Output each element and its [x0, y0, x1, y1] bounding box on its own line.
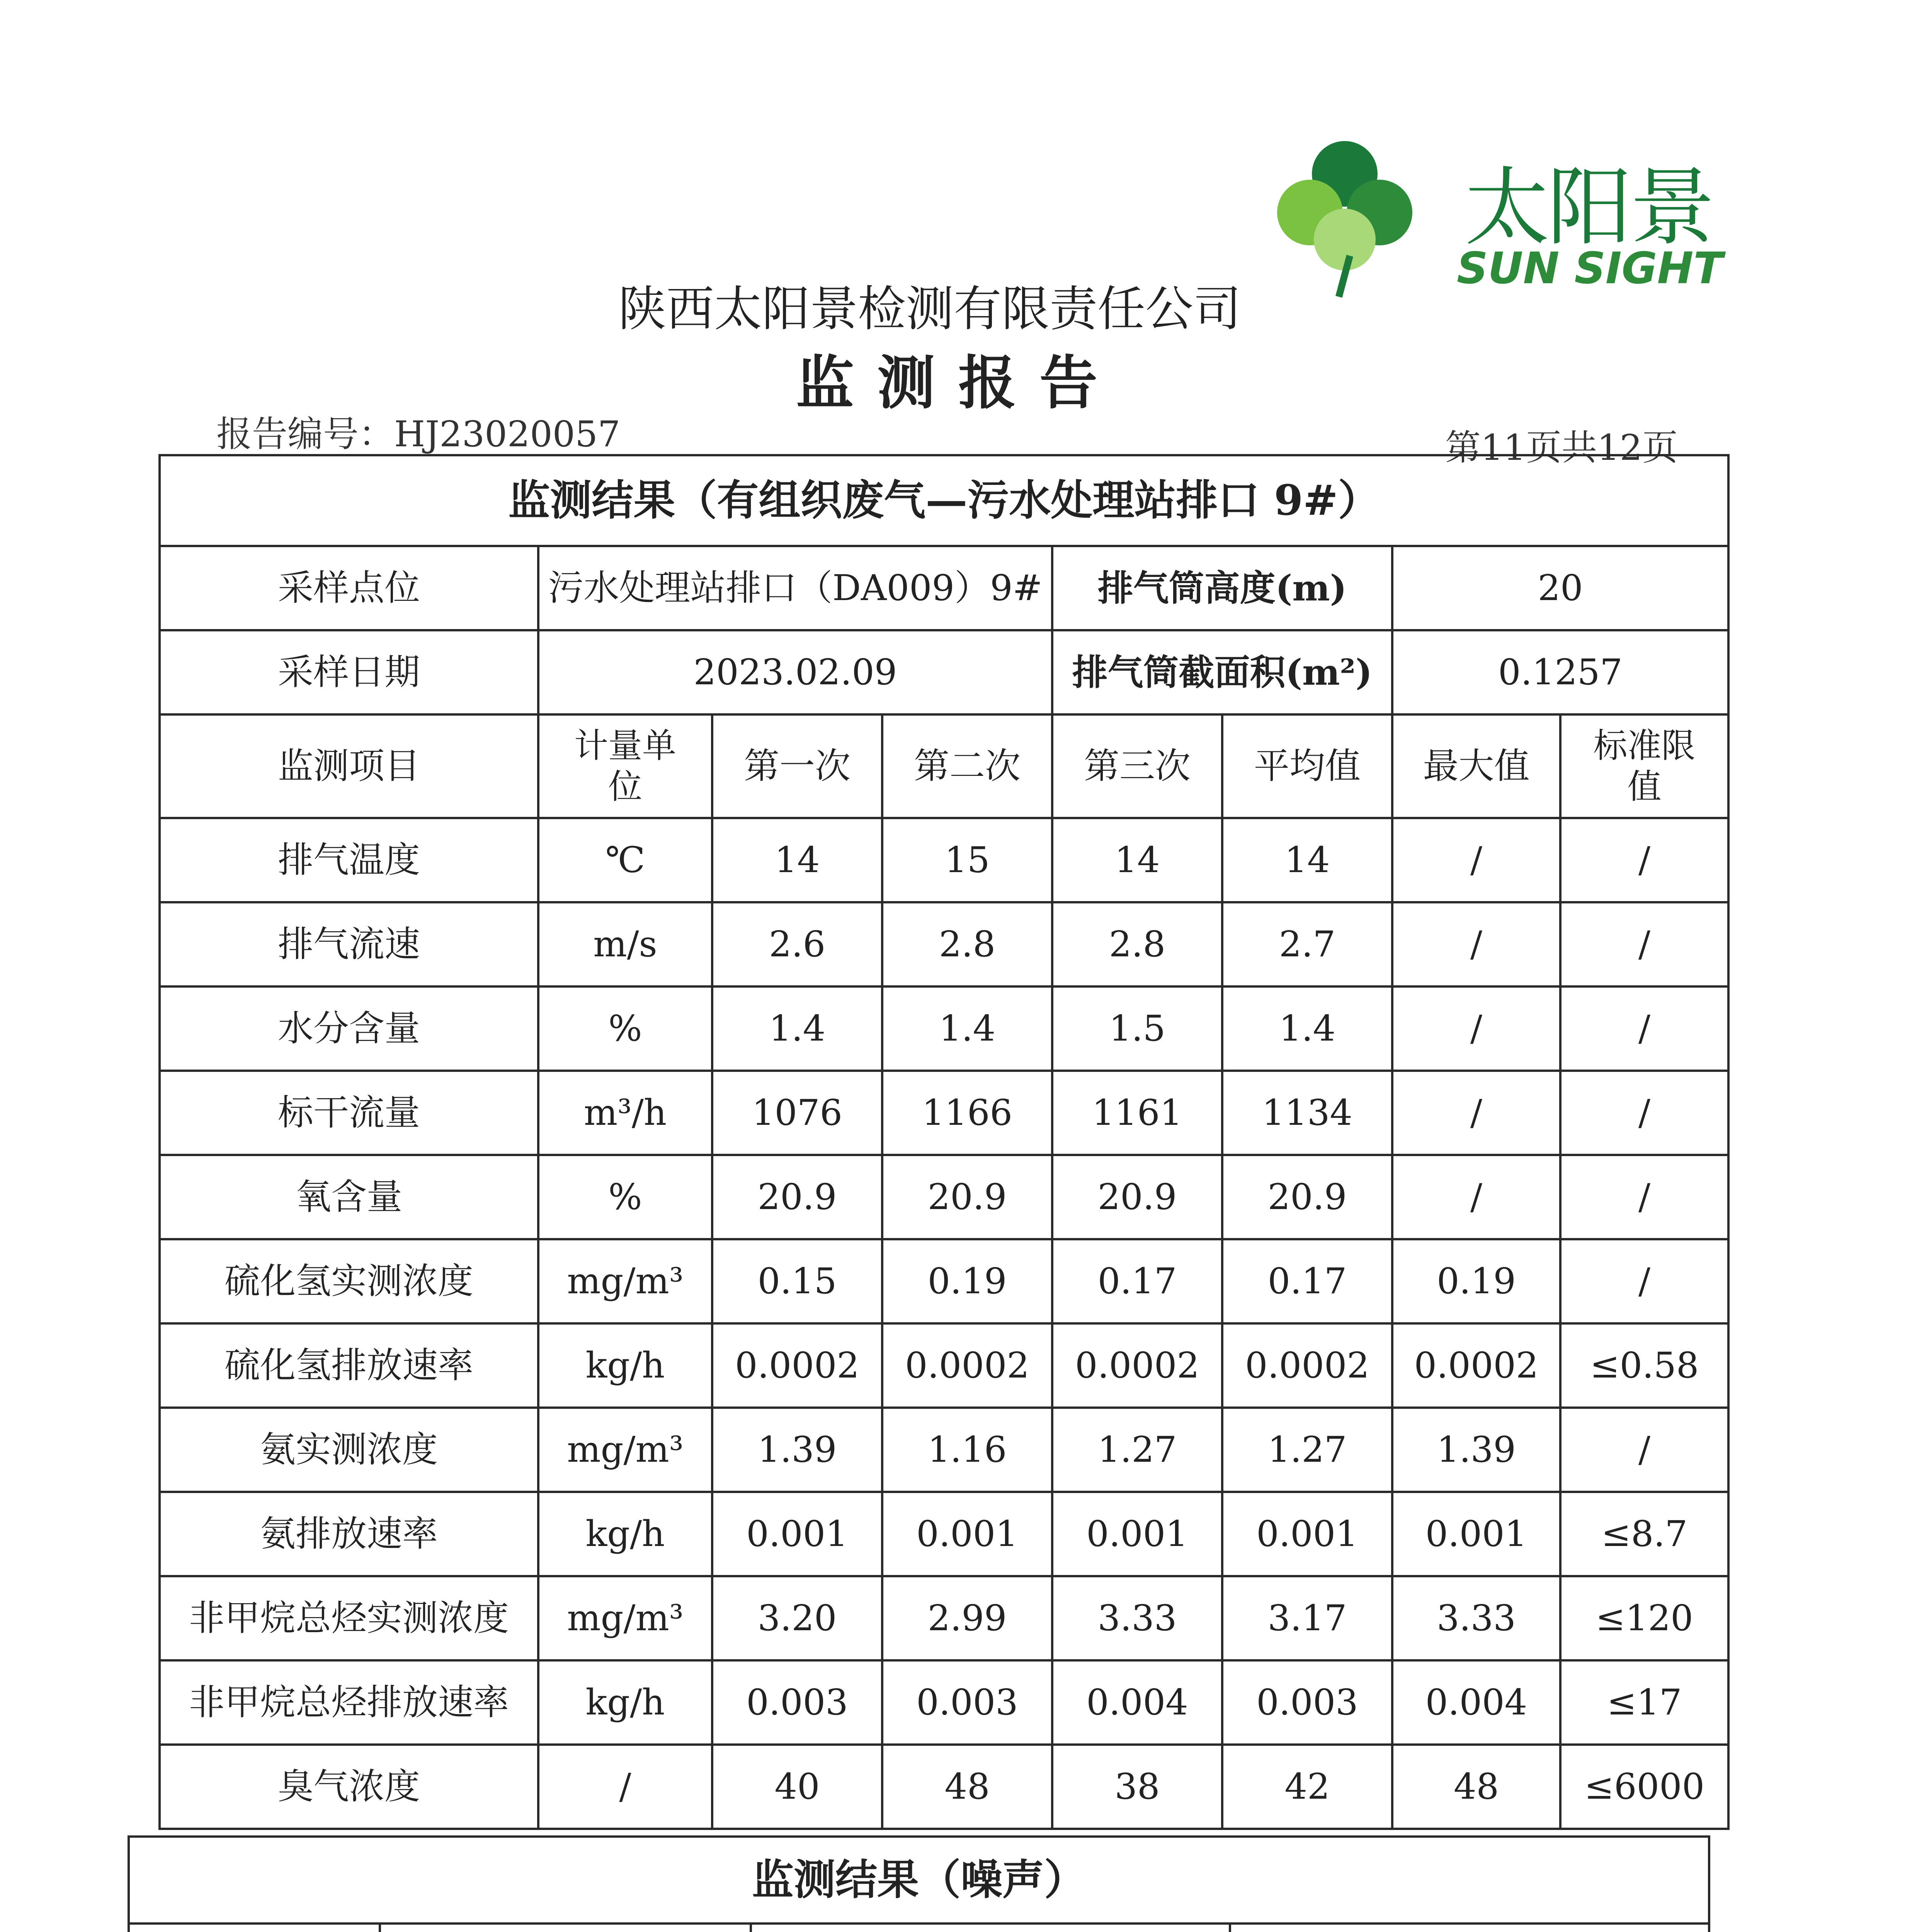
table-cell: 0.004	[1052, 1660, 1222, 1745]
table-cell: 14	[712, 818, 882, 902]
item-name: 氨排放速率	[160, 1492, 538, 1576]
table-cell: ℃	[538, 818, 712, 902]
clover-logo-icon	[1256, 139, 1449, 301]
table-cell: 0.15	[712, 1239, 882, 1323]
table-cell: 2.8	[1052, 902, 1222, 986]
table-row	[160, 986, 1728, 1071]
table-cell: 0.004	[1392, 1660, 1560, 1745]
table-cell: 1.27	[1052, 1408, 1222, 1492]
table-cell: m³/h	[538, 1071, 712, 1155]
item-name: 硫化氢排放速率	[160, 1323, 538, 1408]
table-cell: 0.003	[882, 1660, 1052, 1745]
table-row	[160, 1323, 1728, 1408]
table-cell: /	[1560, 902, 1728, 986]
table-cell: /	[1560, 986, 1728, 1071]
table-cell: ≤0.58	[1560, 1323, 1728, 1408]
table-cell: 3.33	[1392, 1576, 1560, 1660]
item-name: 氨实测浓度	[160, 1408, 538, 1492]
table-row	[160, 902, 1728, 986]
table-cell: 1076	[712, 1071, 882, 1155]
table-cell: 0.001	[712, 1492, 882, 1576]
exhaust-col-header: 计量单位	[538, 714, 712, 818]
table-cell: mg/m³	[538, 1576, 712, 1660]
table-cell: 42	[1222, 1745, 1392, 1829]
exhaust-header-row	[160, 714, 1728, 818]
table-cell: 1.4	[712, 986, 882, 1071]
table-cell: 1166	[882, 1071, 1052, 1155]
table-cell: 2.99	[882, 1576, 1052, 1660]
table-row	[160, 1660, 1728, 1745]
table-cell: /	[1560, 1155, 1728, 1239]
table-cell: 1134	[1222, 1071, 1392, 1155]
exhaust-col-header: 第三次	[1052, 714, 1222, 818]
company-name: 陕西太阳景检测有限责任公司	[618, 281, 1242, 337]
table-cell: 1.4	[882, 986, 1052, 1071]
table-cell: 1161	[1052, 1071, 1222, 1155]
table-cell: %	[538, 986, 712, 1071]
table-cell: 1.27	[1222, 1408, 1392, 1492]
table-row	[160, 1071, 1728, 1155]
site-label: 采样点位	[160, 546, 538, 630]
table-cell: 0.001	[1222, 1492, 1392, 1576]
exhaust-col-header: 第二次	[882, 714, 1052, 818]
table-row	[160, 818, 1728, 902]
noise-date-header	[129, 1923, 380, 1932]
exhaust-col-header: 标准限值	[1560, 714, 1728, 818]
table-cell: kg/h	[538, 1323, 712, 1408]
table-cell: 0.0002	[882, 1323, 1052, 1408]
logo-chinese-text: 太阳景	[1465, 158, 1713, 257]
table-cell: /	[1560, 1408, 1728, 1492]
table-cell: 0.17	[1222, 1239, 1392, 1323]
report-number: 报告编号：HJ23020057	[216, 413, 621, 455]
report-title: 监测报告	[796, 349, 1121, 417]
item-name: 非甲烷总烃实测浓度	[160, 1576, 538, 1660]
table-cell: 3.33	[1052, 1576, 1222, 1660]
table-cell: 2.6	[712, 902, 882, 986]
table-cell: 0.0002	[1052, 1323, 1222, 1408]
table-cell: %	[538, 1155, 712, 1239]
table-cell: 1.5	[1052, 986, 1222, 1071]
table-cell: 0.001	[1052, 1492, 1222, 1576]
table-cell: ≤6000	[1560, 1745, 1728, 1829]
table-row	[160, 1745, 1728, 1829]
table-cell: 20.9	[882, 1155, 1052, 1239]
item-name: 水分含量	[160, 986, 538, 1071]
seal-stamp	[1855, 1229, 1890, 1549]
table-cell: kg/h	[538, 1660, 712, 1745]
noise-table	[128, 1835, 1710, 1932]
noise-site-header	[380, 1923, 751, 1932]
table-cell: /	[1392, 902, 1560, 986]
table-cell: /	[1392, 986, 1560, 1071]
item-name: 硫化氢实测浓度	[160, 1239, 538, 1323]
table-cell: ≤8.7	[1560, 1492, 1728, 1576]
logo-english-text: SUN SIGHT	[1457, 243, 1723, 294]
noise-limit-header	[1230, 1923, 1709, 1932]
table-cell: 1.39	[712, 1408, 882, 1492]
area-label: 排气筒截面积(m²)	[1052, 630, 1392, 714]
site-value: 污水处理站排口（DA009）9#	[538, 546, 1052, 630]
table-cell: 0.0002	[1392, 1323, 1560, 1408]
table-cell: 48	[882, 1745, 1052, 1829]
section-title-noise: 监测结果（噪声）	[129, 1837, 1709, 1923]
table-cell: /	[1392, 818, 1560, 902]
item-name: 氧含量	[160, 1155, 538, 1239]
date-label: 采样日期	[160, 630, 538, 714]
date-value: 2023.02.09	[538, 630, 1052, 714]
table-cell: mg/m³	[538, 1408, 712, 1492]
table-cell: 0.001	[1392, 1492, 1560, 1576]
exhaust-col-header: 监测项目	[160, 714, 538, 818]
table-cell: 0.003	[1222, 1660, 1392, 1745]
exhaust-col-header: 最大值	[1392, 714, 1560, 818]
item-name: 标干流量	[160, 1071, 538, 1155]
table-cell: 0.19	[882, 1239, 1052, 1323]
table-cell: 15	[882, 818, 1052, 902]
table-cell: ≤17	[1560, 1660, 1728, 1745]
table-cell: 2.7	[1222, 902, 1392, 986]
stack-height-label: 排气筒高度(m)	[1052, 546, 1392, 630]
table-cell: 0.19	[1392, 1239, 1560, 1323]
table-cell: 0.0002	[712, 1323, 882, 1408]
table-cell: 38	[1052, 1745, 1222, 1829]
table-cell: 40	[712, 1745, 882, 1829]
company-logo	[1256, 139, 1758, 301]
table-cell: /	[1560, 1071, 1728, 1155]
table-cell: ≤120	[1560, 1576, 1728, 1660]
item-name: 非甲烷总烃排放速率	[160, 1660, 538, 1745]
table-cell: 1.39	[1392, 1408, 1560, 1492]
table-cell: 0.003	[712, 1660, 882, 1745]
table-cell: 1.4	[1222, 986, 1392, 1071]
area-value: 0.1257	[1392, 630, 1728, 714]
table-row	[160, 1576, 1728, 1660]
table-row	[160, 1239, 1728, 1323]
noise-result-header	[751, 1923, 1230, 1932]
table-cell: 0.0002	[1222, 1323, 1392, 1408]
table-cell: /	[1392, 1071, 1560, 1155]
exhaust-col-header: 第一次	[712, 714, 882, 818]
exhaust-col-header: 平均值	[1222, 714, 1392, 818]
table-cell: 20.9	[1222, 1155, 1392, 1239]
table-cell: 48	[1392, 1745, 1560, 1829]
table-row	[160, 1408, 1728, 1492]
item-name: 排气温度	[160, 818, 538, 902]
section-title-exhaust: 监测结果（有组织废气—污水处理站排口 9#）	[160, 455, 1728, 546]
table-cell: 0.17	[1052, 1239, 1222, 1323]
item-name: 臭气浓度	[160, 1745, 538, 1829]
table-cell: mg/m³	[538, 1239, 712, 1323]
table-cell: 14	[1052, 818, 1222, 902]
table-cell: 3.17	[1222, 1576, 1392, 1660]
table-cell: 2.8	[882, 902, 1052, 986]
table-cell: 20.9	[712, 1155, 882, 1239]
stack-height-value: 20	[1392, 546, 1728, 630]
page-number: 第11页共12页	[1445, 427, 1678, 468]
table-cell: /	[1560, 1239, 1728, 1323]
table-cell: /	[1392, 1155, 1560, 1239]
table-row	[160, 1492, 1728, 1576]
table-cell: 20.9	[1052, 1155, 1222, 1239]
exhaust-gas-table	[158, 454, 1730, 1830]
table-cell: 14	[1222, 818, 1392, 902]
table-cell: /	[538, 1745, 712, 1829]
table-row	[160, 1155, 1728, 1239]
table-cell: 3.20	[712, 1576, 882, 1660]
table-cell: m/s	[538, 902, 712, 986]
exhaust-body	[160, 818, 1728, 1829]
item-name: 排气流速	[160, 902, 538, 986]
table-cell: 1.16	[882, 1408, 1052, 1492]
table-cell: 0.001	[882, 1492, 1052, 1576]
table-cell: /	[1560, 818, 1728, 902]
table-cell: kg/h	[538, 1492, 712, 1576]
